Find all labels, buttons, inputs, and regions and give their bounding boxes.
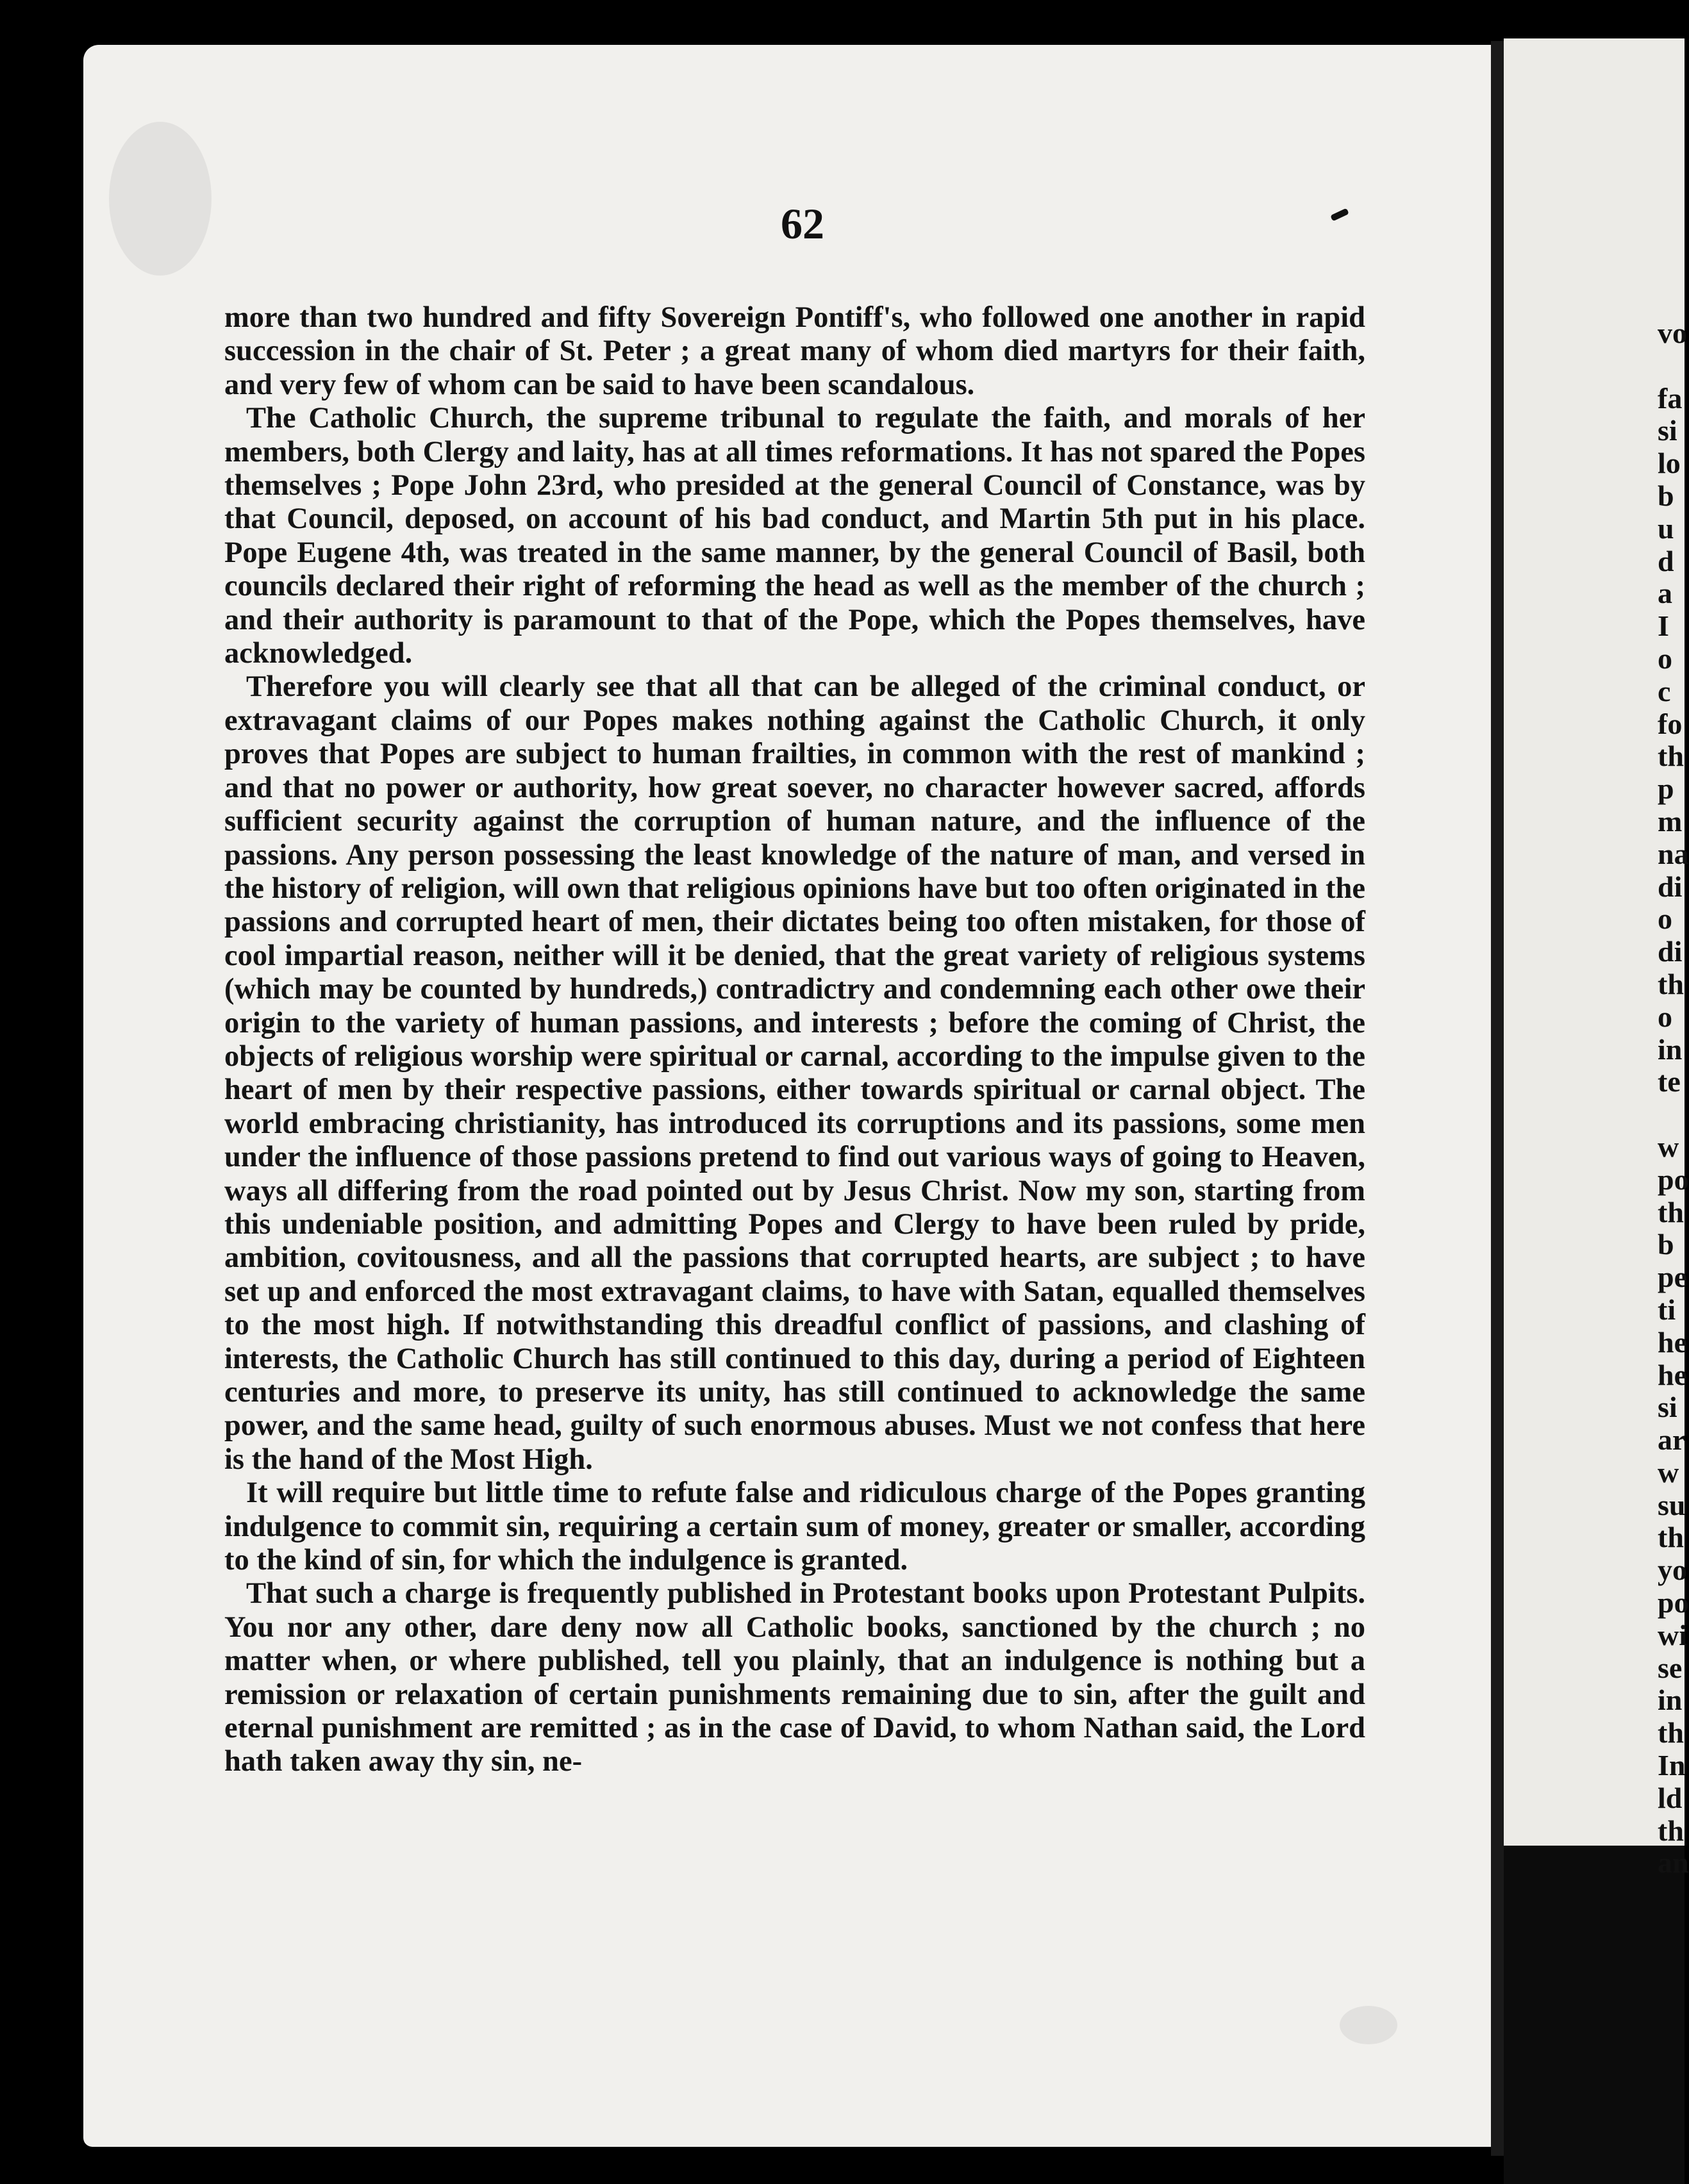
paragraph: Therefore you will clearly see that all that can be alleged of the criminal conduct, or extravagant claims of our Popes makes nothing against the Catholic Church, it only proves that Popes are subject to human frailties, in common with the rest of mankind ; and that no power or authority, how great soever, no character however sacred, affords sufficient security against the corruption of human nature, and the influence of the passions. Any person possessing the least knowledge of the nature of man, and versed in the history of religion, will own that religious opinions have but too often originated in the passions and corrupted heart of men, their dictates being too often mistaken, for those of cool impartial reason, neither will it be denied, that the great variety of religious systems (which may be counted by hundreds,) contradictry and condemning each other owe their origin to the variety of human passions, and interests ; before the coming of Christ, the objects of religious worship were spiritual or carnal, according to the impulse given to the heart of men by their respective passions, either towards spiritual or carnal object. The world embracing christianity, has introduced its corruptions and its passions, some men under the influence of those passions pretend to find out various ways of going to Heaven, ways all differing from the road pointed out by Jesus Christ. Now my son, starting from this undeniable position, and admitting Popes and Clergy to have been ruled by pride, ambition, covitousness, and all the passions that corrupted hearts, are subject ; to have set up and enforced the most extravagant claims, to have with Satan, equalled themselves to the most high. If notwithstanding this dreadful conflict of passions, and clashing of interests, the Catholic Church has still continued to this day, during a period of Eighteen centuries and more, to preserve its unity, has still continued to acknowledge the same power, and the same head, guilty of such enormous abuses. Must we not confess that here is the hand of the Most High.: [224, 670, 1365, 1476]
paper-stain: [1340, 2006, 1397, 2044]
paragraph: It will require but little time to refute false and ridiculous charge of the Popes granting indulgence to commit sin, requiring a certain sum of money, greater or smaller, according to the kind of sin, for which the indulgence is granted.: [224, 1477, 1365, 1577]
adjacent-page-shadow: [1504, 1846, 1685, 2184]
paragraph: That such a charge is frequently published in Protestant books upon Protestant Pulpits. You nor any other, dare deny now all Catholic books, sanctioned by the church ; no matter when, or where published, tell you plainly, that an indulgence is nothing but a remission or relaxation of certain punishments remaining due to sin, after the guilt and eternal punishment are remitted ; as in the case of David, to whom Nathan said, the Lord hath taken away thy sin, ne-: [224, 1577, 1365, 1778]
paragraph: The Catholic Church, the supreme tribunal to regulate the faith, and morals of her members, both Clergy and laity, has at all times reformations. It has not spared the Popes themselves ; Pope John 23rd, who presided at the general Council of Constance, was by that Council, deposed, on account of his bad conduct, and Martin 5th put in his place. Pope Eugene 4th, was treated in the same manner, by the general Council of Basil, both councils declared their right of reforming the head as well as the member of the church ; and their authority is paramount to that of the Pope, which the Popes themselves, have acknowledged.: [224, 402, 1365, 670]
page-number: 62: [781, 199, 824, 248]
paper-stain: [109, 122, 212, 276]
adjacent-page-text: vo fa si lo b u d a I o c fo th p m na di o di th o in te w po th b pe ti he he si ar w su th yo po wi se in th In ld th an: [1658, 317, 1689, 1880]
binding-edge: [1491, 41, 1504, 2156]
body-text: [224, 301, 1365, 1779]
paragraph: more than two hundred and fifty Sovereign Pontiff's, who followed one another in rapid succession in the chair of St. Peter ; a great many of whom died martyrs for their faith, and very few of whom can be said to have been scandalous.: [224, 301, 1365, 401]
